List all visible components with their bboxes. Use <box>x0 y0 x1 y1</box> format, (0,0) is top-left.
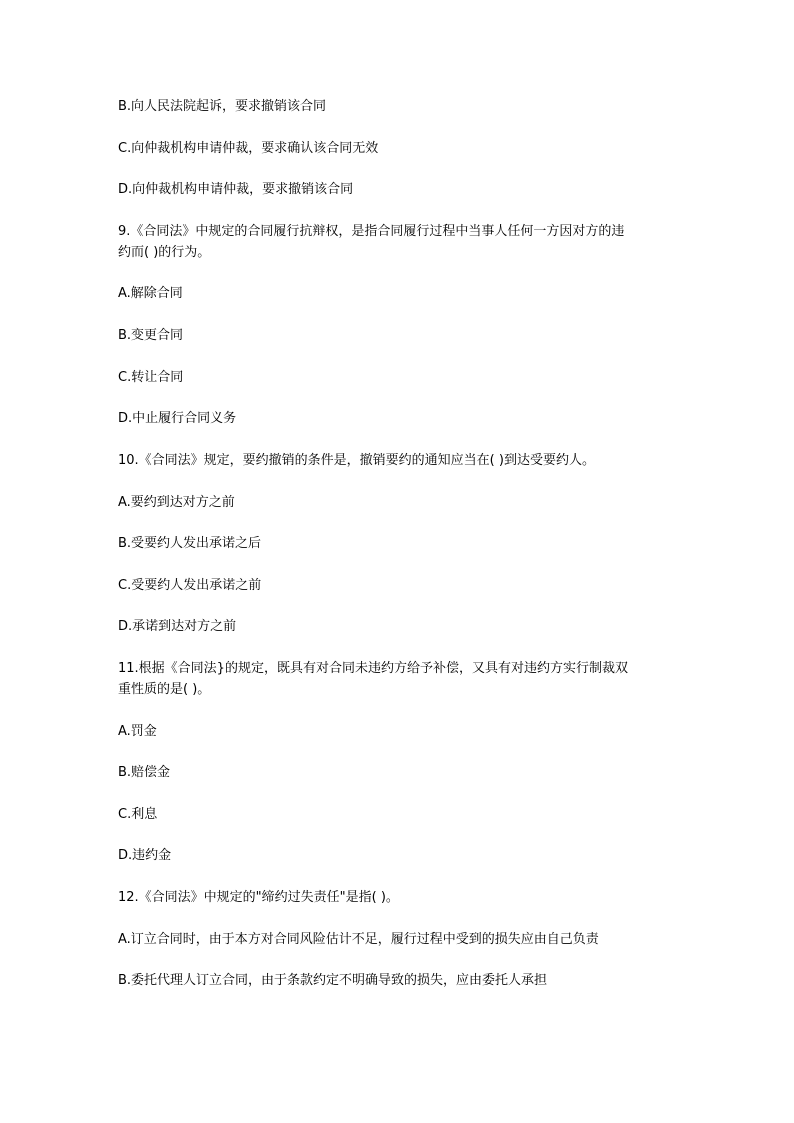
question-9-line-2: 约而( )的行为。 <box>118 245 211 260</box>
option-a-q11: A.罚金 <box>118 724 157 739</box>
question-12: 12.《合同法》中规定的"缔约过失责任"是指( )。 <box>118 890 399 905</box>
option-c-q10: C.受要约人发出承诺之前 <box>118 578 262 593</box>
option-a-q10: A.要约到达对方之前 <box>118 495 235 510</box>
option-c-q8: C.向仲裁机构申请仲裁，要求确认该合同无效 <box>118 141 379 156</box>
question-10: 10.《合同法》规定，要约撤销的条件是，撤销要约的通知应当在( )到达受要约人。 <box>118 453 595 468</box>
option-c-q11: C.利息 <box>118 807 158 822</box>
question-9-line-1: 9.《合同法》中规定的合同履行抗辩权，是指合同履行过程中当事人任何一方因对方的违 <box>118 224 625 239</box>
option-a-q12: A.订立合同时，由于本方对合同风险估计不足，履行过程中受到的损失应由自己负责 <box>118 932 599 947</box>
option-b-q9: B.变更合同 <box>118 328 184 343</box>
option-b-q8: B.向人民法院起诉，要求撤销该合同 <box>118 99 327 114</box>
question-11-line-1: 11.根据《合同法}的规定，既具有对合同未违约方给予补偿，又具有对违约方实行制裁双 <box>118 661 628 676</box>
option-a-q9: A.解除合同 <box>118 286 183 301</box>
option-d-q9: D.中止履行合同义务 <box>118 411 237 426</box>
option-d-q10: D.承诺到达对方之前 <box>118 619 237 634</box>
option-c-q9: C.转让合同 <box>118 370 184 385</box>
option-b-q11: B.赔偿金 <box>118 765 171 780</box>
option-d-q11: D.违约金 <box>118 848 172 863</box>
option-d-q8: D.向仲裁机构申请仲裁，要求撤销该合同 <box>118 182 354 197</box>
question-11-line-2: 重性质的是( )。 <box>118 682 211 697</box>
option-b-q10: B.受要约人发出承诺之后 <box>118 536 262 551</box>
option-b-q12: B.委托代理人订立合同，由于条款约定不明确导致的损失，应由委托人承担 <box>118 973 548 988</box>
